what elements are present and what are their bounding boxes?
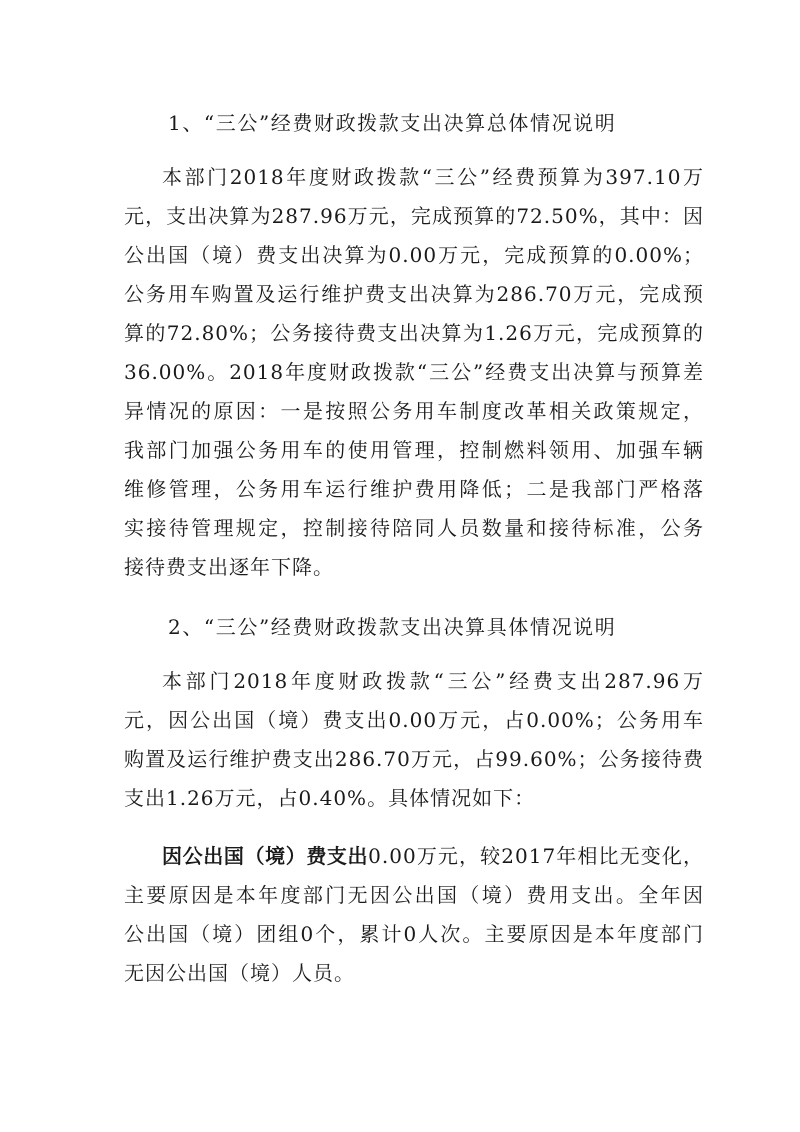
paragraph-line: 算的72.80%；公务接待费支出决算为1.26万元，完成预算的	[124, 321, 704, 345]
paragraph-line: 本部门2018年度财政拨款“三公”经费预算为397.10万	[162, 165, 704, 189]
paragraph-line: 异情况的原因：一是按照公务用车制度改革相关政策规定，	[124, 399, 704, 423]
paragraph-line: 接待费支出逐年下降。	[124, 555, 334, 579]
line-rest: 0.00万元，较2017年相比无变化，	[368, 844, 704, 868]
paragraph-line: 购置及运行维护费支出286.70万元，占99.60%；公务接待费	[124, 747, 704, 771]
paragraph-line: 我部门加强公务用车的使用管理，控制燃料领用、加强车辆	[124, 438, 704, 462]
paragraph-line: 支出1.26万元，占0.40%。具体情况如下：	[124, 786, 536, 810]
paragraph-line: 公务用车购置及运行维护费支出决算为286.70万元，完成预	[124, 282, 704, 306]
paragraph-line: 公出国（境）费支出决算为0.00万元，完成预算的0.00%；	[124, 243, 704, 267]
paragraph-line: 公出国（境）团组0个，累计0人次。主要原因是本年度部门	[124, 922, 704, 946]
bold-label: 因公出国（境）费支出	[162, 844, 369, 868]
paragraph-line: 元，支出决算为287.96万元，完成预算的72.50%，其中：因	[124, 204, 704, 228]
paragraph-line: 元，因公出国（境）费支出0.00万元，占0.00%；公务用车	[124, 708, 704, 732]
paragraph-line-first	[124, 844, 704, 883]
section-2-paragraph	[124, 669, 704, 825]
paragraph-line: 36.00%。2018年度财政拨款“三公”经费支出决算与预算差	[124, 360, 704, 384]
paragraph-line: 维修管理，公务用车运行维护费用降低；二是我部门严格落	[124, 477, 704, 501]
section-2-heading: 2、“三公”经费财政拨款支出决算具体情况说明	[168, 615, 617, 639]
paragraph-line: 主要原因是本年度部门无因公出国（境）费用支出。全年因	[124, 883, 704, 907]
paragraph-line: 本部门2018年度财政拨款“三公”经费支出287.96万	[162, 669, 704, 693]
section-1-heading: 1、“三公”经费财政拨款支出决算总体情况说明	[168, 111, 617, 135]
paragraph-line: 实接待管理规定，控制接待陪同人员数量和接待标准，公务	[124, 516, 704, 540]
section-3-paragraph	[124, 844, 704, 1000]
paragraph-line: 无因公出国（境）人员。	[124, 961, 355, 985]
section-1-paragraph	[124, 165, 704, 594]
